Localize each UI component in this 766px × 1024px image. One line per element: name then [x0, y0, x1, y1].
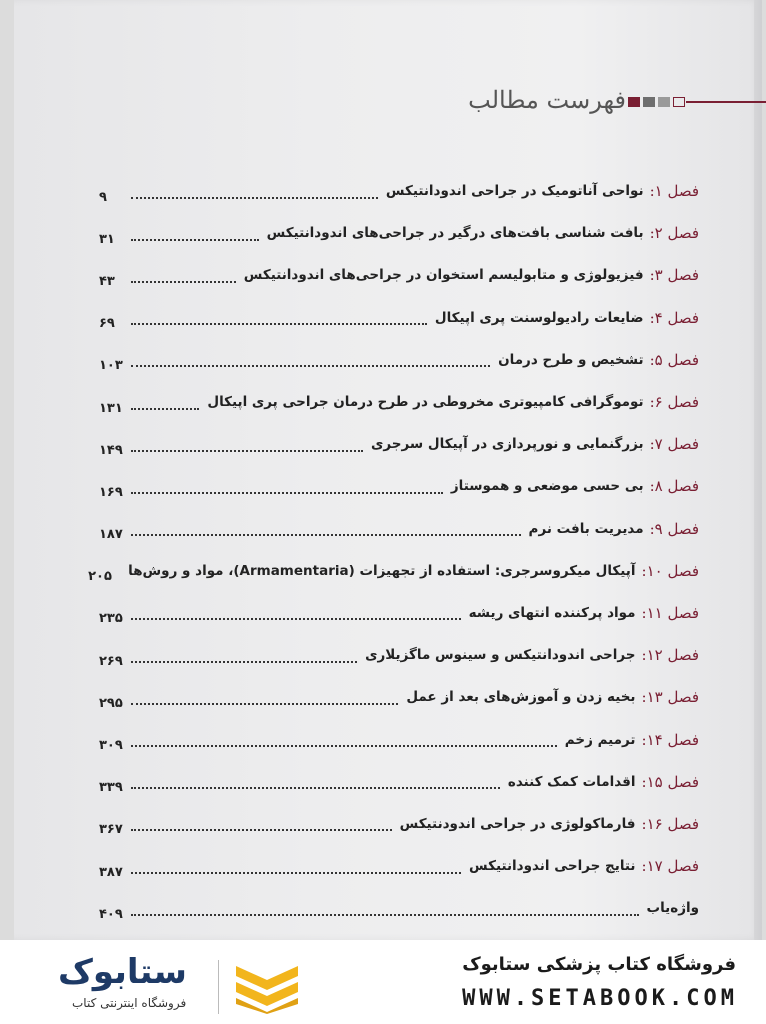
toc-header	[468, 82, 766, 122]
page-edge	[754, 0, 762, 940]
page-number: ۴۳	[99, 273, 115, 289]
chapter-title: بزرگنمایی و نورپردازی در آپیکال سرجری	[371, 436, 644, 453]
chapter-label: فصل ۵:	[649, 350, 699, 369]
toc-row	[99, 845, 699, 887]
dot-leader	[131, 913, 639, 916]
chapter-title: فارماکولوژی در جراحی اندودنتیکس	[399, 815, 636, 832]
toc-row	[99, 761, 699, 803]
dot-leader	[131, 828, 392, 831]
chapter-label: فصل ۱۶:	[641, 814, 699, 833]
page-number: ۶۹	[99, 316, 115, 332]
toc-row	[99, 465, 699, 507]
chapter-label: فصل ۱۰:	[641, 561, 699, 580]
chapter-title: نواحی آناتومیک در جراحی اندودانتیکس	[385, 183, 644, 200]
ornament-square-outline-icon	[673, 97, 685, 107]
chapter-label: فصل ۱۵:	[641, 772, 699, 791]
dot-leader	[131, 407, 199, 410]
chapter-label: فصل ۱۱:	[641, 603, 699, 622]
page-number: ۲۶۹	[99, 653, 123, 669]
dot-leader	[131, 702, 398, 705]
chapter-label: فصل ۴:	[649, 308, 699, 327]
toc-row	[99, 297, 699, 339]
page-number: ۲۳۵	[99, 611, 123, 627]
chapter-title: واژه‌یاب	[646, 900, 699, 917]
chapter-label: فصل ۸:	[649, 477, 699, 496]
page-number: ۳۱	[99, 231, 115, 247]
dot-leader	[131, 533, 521, 536]
logo-wordmark: ستابوک	[58, 952, 187, 992]
page-number: ۱۶۹	[99, 484, 123, 500]
toc-row	[99, 508, 699, 550]
chapter-label: فصل ۷:	[649, 435, 699, 454]
dot-leader	[131, 364, 490, 367]
logo-divider	[218, 960, 219, 1014]
dot-leader	[131, 871, 461, 874]
chapter-title: ترمیم زخم	[564, 731, 636, 748]
dot-leader	[131, 617, 461, 620]
page-number: ۱۴۹	[99, 442, 123, 458]
toc-row	[99, 212, 699, 254]
stacked-books-chevron-icon	[232, 960, 302, 1014]
toc-row	[99, 381, 699, 423]
header-rule	[686, 101, 766, 103]
page-number: ۳۳۹	[99, 780, 123, 796]
logo-tagline: فروشگاه اینترنتی کتاب	[72, 996, 187, 1010]
dot-leader	[131, 322, 427, 325]
chapter-title: بی حسی موضعی و هموستاز	[450, 478, 644, 495]
page-number: ۱۳۱	[99, 400, 123, 416]
dot-leader	[131, 744, 557, 747]
dot-leader	[131, 238, 259, 241]
page-number: ۲۹۵	[99, 695, 123, 711]
toc-row	[99, 339, 699, 381]
chapter-label: فصل ۱۳:	[641, 688, 699, 707]
store-banner	[0, 940, 766, 1024]
ornament-square-icon	[628, 97, 640, 107]
page-title: فهرست مطالب	[468, 86, 626, 114]
chapter-title: مدیریت بافت نرم	[528, 520, 644, 537]
page-number: ۹	[99, 189, 107, 205]
page-number: ۴۰۹	[99, 906, 123, 922]
chapter-title: بخیه زدن و آموزش‌های بعد از عمل	[406, 689, 636, 706]
chapter-title: نتایج جراحی اندودانتیکس	[469, 858, 636, 875]
store-name: فروشگاه کتاب پزشکی ستابوک	[462, 954, 736, 975]
page-number: ۲۰۵	[88, 569, 112, 585]
dot-leader	[131, 449, 363, 452]
page-number: ۳۸۷	[99, 864, 123, 880]
chapter-label: فصل ۱۴:	[641, 730, 699, 749]
chapter-title: اقدامات کمک کننده	[507, 773, 636, 790]
dot-leader	[131, 280, 236, 283]
store-logo	[50, 952, 310, 1016]
chapter-title: تشخیص و طرح درمان	[498, 351, 644, 368]
dot-leader	[131, 196, 378, 199]
chapter-label: فصل ۲:	[649, 224, 699, 243]
page-number: ۱۰۳	[99, 358, 123, 374]
toc-row	[99, 170, 699, 212]
chapter-title: مواد پرکننده انتهای ریشه	[468, 604, 636, 621]
dot-leader	[131, 660, 357, 663]
toc-row	[99, 803, 699, 845]
toc-row	[99, 254, 699, 296]
page-number: ۱۸۷	[99, 527, 123, 543]
chapter-title: فیزیولوژی و متابولیسم استخوان در جراحی‌های اندودانتیکس	[243, 267, 644, 284]
chapter-label: فصل ۱۷:	[641, 857, 699, 876]
chapter-label: فصل ۱۲:	[641, 646, 699, 665]
chapter-title: آپیکال میکروسرجری: استفاده از تجهیزات (Armamentaria)، مواد و روش‌ها	[128, 562, 636, 579]
chapter-label: فصل ۶:	[649, 393, 699, 412]
store-url[interactable]: WWW.SETABOOK.COM	[462, 986, 738, 1011]
toc-row	[99, 634, 699, 676]
table-of-contents	[88, 170, 699, 929]
chapter-label: فصل ۳:	[649, 266, 699, 285]
toc-row	[88, 550, 699, 592]
page-number: ۳۰۹	[99, 738, 123, 754]
toc-row	[99, 592, 699, 634]
chapter-title: جراحی اندودانتیکس و سینوس ماگزیلاری	[365, 647, 636, 664]
chapter-title: بافت شناسی بافت‌های درگیر در جراحی‌های اندودانتیکس	[266, 225, 644, 242]
dot-leader	[131, 491, 443, 494]
chapter-title: توموگرافی کامپیوتری مخروطی در طرح درمان جراحی پری اپیکال	[207, 394, 644, 411]
toc-row	[99, 718, 699, 760]
chapter-label: فصل ۹:	[649, 519, 699, 538]
page-number: ۳۶۷	[99, 822, 123, 838]
chapter-label: فصل ۱:	[649, 182, 699, 201]
chapter-title: ضایعات رادیولوسنت پری اپیکال	[434, 309, 644, 326]
toc-row	[99, 423, 699, 465]
ornament-square-icon	[658, 97, 670, 107]
toc-row	[99, 887, 699, 929]
dot-leader	[131, 786, 500, 789]
book-page	[14, 0, 762, 940]
ornament-square-icon	[643, 97, 655, 107]
toc-row	[99, 676, 699, 718]
